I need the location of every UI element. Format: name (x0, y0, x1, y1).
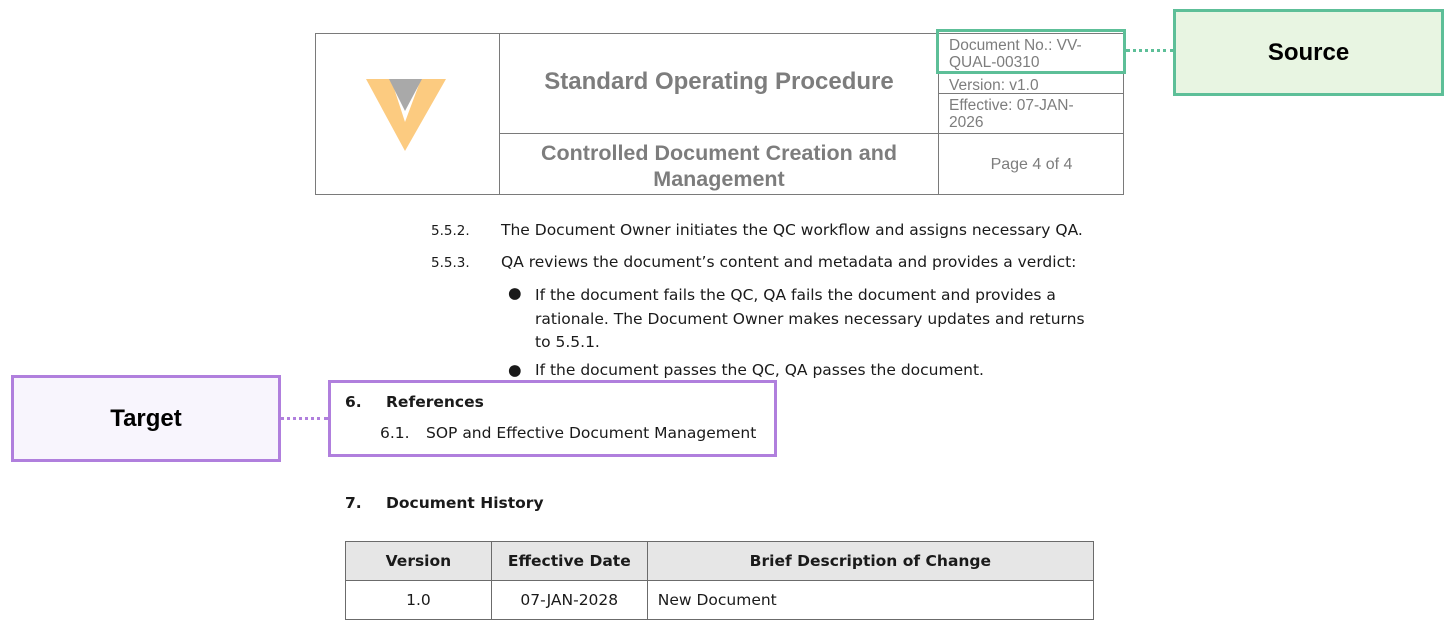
document-title-line: Management (653, 167, 785, 191)
subsection-number: 6.1. (380, 424, 410, 442)
bullet-line: rationale. The Document Owner makes necessary updates and returns (535, 309, 1085, 328)
section-title: Document History (386, 494, 544, 512)
source-connector (1126, 49, 1174, 52)
company-logo (364, 78, 448, 152)
column-header: Version (346, 542, 492, 581)
bullet-line: If the document fails the QC, QA fails the document and provides a (535, 286, 1056, 304)
reference-item: SOP and Effective Document Management (426, 424, 757, 442)
table-cell: 1.0 (346, 581, 492, 620)
section-number: 7. (345, 494, 362, 512)
source-callout: Source (1173, 9, 1444, 96)
step-text: QA reviews the document’s content and metadata and provides a verdict: (501, 253, 1077, 271)
page-number: Page 4 of 4 (990, 156, 1073, 173)
bullet-text (535, 284, 1085, 355)
target-connector (280, 417, 328, 420)
bullet-line: to 5.5.1. (535, 333, 600, 351)
document-title-line: Controlled Document Creation and (541, 141, 897, 165)
column-header: Effective Date (491, 542, 647, 581)
bullet-icon: ● (508, 361, 522, 379)
section-title: References (386, 393, 484, 411)
bullet-text: If the document passes the QC, QA passes the document. (535, 361, 984, 379)
section-number: 6. (345, 393, 362, 411)
bullet-icon: ● (508, 284, 522, 302)
target-callout: Target (11, 375, 281, 462)
column-header: Brief Description of Change (647, 542, 1093, 581)
document-history-table (345, 541, 1094, 620)
table-row (346, 581, 1094, 620)
step-text: The Document Owner initiates the QC workflow and assigns necessary QA. (501, 221, 1083, 239)
document-number-line: Document No.: VV- (949, 37, 1082, 54)
effective-date (949, 97, 1074, 131)
document-number-line: QUAL-00310 (949, 54, 1040, 71)
effective-date-line: 2026 (949, 114, 984, 131)
table-cell: New Document (647, 581, 1093, 620)
effective-date-line: Effective: 07-JAN- (949, 97, 1074, 114)
source-highlight-box (936, 29, 1126, 74)
table-cell: 07-JAN-2028 (491, 581, 647, 620)
header-divider (499, 133, 1123, 134)
step-number: 5.5.2. (431, 223, 470, 239)
document-type-title: Standard Operating Procedure (544, 68, 894, 95)
table-header-row (346, 542, 1094, 581)
document-title (500, 140, 938, 192)
step-number: 5.5.3. (431, 255, 470, 271)
target-highlight-box (328, 380, 777, 457)
document-version: Version: v1.0 (949, 77, 1039, 94)
